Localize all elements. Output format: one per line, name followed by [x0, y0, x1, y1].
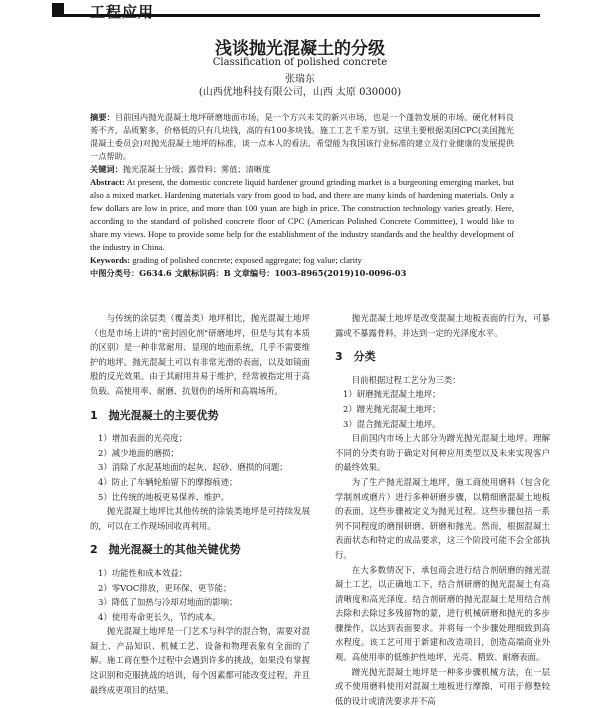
keywords-en-label: Keywords: [90, 255, 131, 265]
article-title: 浅谈抛光混凝土的分级 [215, 39, 385, 59]
sec1-paragraph: 抛光混凝土地坪比其他传统的涂装类地坪是可持续发展的，可以在工作现场回收再利用。 [90, 506, 310, 531]
left-column [90, 311, 310, 697]
left-intro: 与传统的涂层类（覆盖类）地坪相比，抛光混凝土地坪（也是市场上讲的"密封固化剂"研磨地坪，但是与其有本质的区别）是一种非常耐用、显现的地面系统，几乎不需要维护的地坪。抛光混凝土可以有非常光滑的表面，以及如镜面般的反光效果。由于其耐用并易于维护，经常被指定用于高负载、高使用率、耐磨、抗划伤的场所和高端场所。 [90, 313, 310, 396]
sec3-paragraph-1: 目前国内市场上大部分为蹭光抛光混凝土地坪。理解不同的分类有助于确定对何种应用类型以及未来实现客户的最终效果。 [335, 433, 550, 473]
abstract-en-label: Abstract: [90, 177, 125, 187]
keywords-cn [90, 163, 514, 176]
affiliation: (山西优地科技有限公司，山西 太原 030000) [198, 87, 402, 98]
sec2-item: 3）降低了加热与冷却对地面的影响； [98, 597, 238, 608]
keywords-en-text: grading of polished concrete; exposed aggregate; fog value; clarity [132, 255, 362, 265]
author: 张瑞东 [285, 74, 315, 85]
article-title-en: Classification of polished concrete [212, 57, 388, 68]
abstract-en-text: At present, the domestic concrete liquid hardener ground grinding market is a burgeoning emerging market, but also a mixed market. Hardening materials vary from good to bad, and there are many kinds of hardening materials. Only a few dollars are low in price, and more than 100 yuan are high in price. The construction technology varies greatly. Here, according to the standard of polished concrete floor of CPC (American Polished Concrete Committee), I would like to share my views. Hope to provide some help for the establishment of the industry standards and the healthy development of the industry in China. [90, 177, 514, 252]
keywords-cn-label: 关键词： [90, 164, 123, 174]
section-2-title: 2 抛光混凝土的其他关键优势 [90, 543, 241, 557]
sec3-lead: 目前根据过程工艺分为三类： [351, 374, 461, 385]
abstract-cn [90, 111, 514, 163]
keywords-cn-text: 抛光混凝土分级；露骨料；雾值；清晰度 [122, 164, 271, 174]
section-3-title: 3 分类 [335, 350, 376, 364]
sec3-paragraph-3: 在大多数情况下，承包商会进行结合剂研磨的抛光混凝土工艺，以正确地工下，结合剂研磨的抛光混凝土有高清晰度和高光泽度。结合剂研磨的抛光混凝土是用结合剂去除和去除过多残留物的蒙，进行机械研磨和抛光的多步骤操作，以达到表面要求。并将每一个步骤处理细致到高水程度。该工艺可用于新建和改造项目，创造高端商业外观。高使用率的低维护性地坪，光亮、精致、耐磨表面。 [335, 564, 550, 663]
sec1-item: 2）减少地面的磨损； [98, 447, 179, 458]
sec3-item: 1）研磨抛光混凝土地坪； [343, 389, 441, 400]
sec2-item: 1）功能性和成本效益； [98, 567, 188, 578]
abstract-block [90, 111, 514, 280]
abstract-cn-text: 目前国内抛光混凝土地坪研磨地面市场，是一个方兴未艾的新兴市场，也是一个蓬勃发展的市场。硬化材料良莠不齐，品质繁多，价格低的只有几块钱，高的有100多块钱。施工工艺千差万别，这里主要根据美国CPC(美国抛光混凝土委员会)对抛光混凝土地坪的标准，谈一点本人的看法，希望能为我国该行业标准的建立及行业健康的发展提供一点帮助。 [90, 112, 514, 161]
right-intro: 抛光混凝土地坪是改变混凝土地板表面的行为，可暴露或不暴露骨料，并达到一定的光泽度水平。 [335, 313, 550, 338]
right-column [335, 311, 550, 708]
sec3-paragraph-4: 蹭光抛光混凝土地坪是一种多步骤机械方法，在一层或不使用磨料使用对混凝土地板进行摩擦，可用于修整较低的设计或清洗要求并不高 [335, 666, 550, 706]
sec1-item: 3）消除了水泥基地面的起灰、起砂、磨损的问题； [98, 462, 288, 473]
sec3-paragraph-2: 为了生产抛光混凝土地坪，施工商使用磨料（包含化学制剂或磨片）进行多种研磨步骤，以精细磨混凝土地板的表面，这些步骤被定义为抛光过程。这些步骤包括一系列不同程度的磨削研磨、研磨和抛光。然而，根据混凝土表面状态和特定的成品要求，这三个阶段可能不会全部执行。 [335, 476, 550, 560]
sec2-paragraph: 抛光混凝土地坪是一门艺术与科学的混合物，需要对混凝土、产品知识、机械工艺、设备和物理表象有全面的了解。施工商在整个过程中会遇到许多的挑战，如果没有掌握这识别和克服挑战的培训，每个因素都可能改变过程，并且最终成更项目的结果。 [90, 626, 310, 695]
sec3-item: 3）混合抛光混凝土地坪。 [343, 418, 441, 429]
sec1-item: 4）防止了车辆轮胎留下的摩擦痕迹； [98, 476, 238, 487]
abstract-en [90, 176, 514, 254]
section-label: 工程应用 [90, 3, 155, 21]
sec1-item: 1）增加表面的光亮度； [98, 433, 188, 444]
sec1-item: 5）比传统的地板更易保养、维护。 [98, 491, 229, 502]
sec3-item: 2）蹭光抛光混凝土地坪； [343, 403, 441, 414]
section-1-title: 1 抛光混凝土的主要优势 [90, 408, 219, 422]
sec2-item: 4）使用寿命更长久，节约成本。 [98, 611, 221, 622]
keywords-en [90, 254, 514, 267]
sec2-item: 2）零VOC排放，更环保、更节能； [98, 582, 232, 593]
abstract-cn-label: 摘要： [90, 112, 115, 122]
classification-line: 中图分类号：G634.6 文献标识码：B 文章编号：1003-8965(2019)10-0096-03 [90, 268, 407, 278]
